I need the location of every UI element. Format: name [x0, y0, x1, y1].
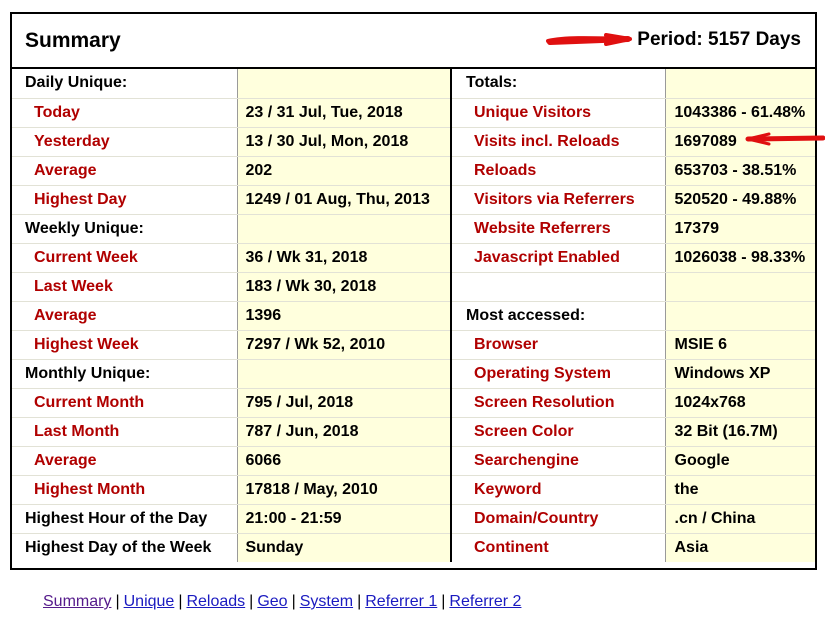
- nav-separator: |: [249, 593, 254, 610]
- table-row: [12, 301, 815, 330]
- nav-link-referrer-2[interactable]: Referrer 2: [449, 593, 522, 610]
- metric-label: Searchengine: [451, 446, 665, 475]
- summary-header: [12, 14, 815, 69]
- value-cell: 36 / Wk 31, 2018: [237, 243, 451, 272]
- nav-link-referrer-1[interactable]: Referrer 1: [365, 593, 438, 610]
- metric-label: Last Week: [12, 272, 237, 301]
- empty-label: [451, 272, 665, 301]
- value-cell: [665, 69, 815, 98]
- period-label: Period: 5157 Days: [637, 29, 801, 50]
- value-cell: 1024x768: [665, 388, 815, 417]
- value-cell: [237, 359, 451, 388]
- metric-label: Highest Week: [12, 330, 237, 359]
- value-cell: 23 / 31 Jul, Tue, 2018: [237, 98, 451, 127]
- section-label: Monthly Unique:: [12, 359, 237, 388]
- value-cell: 21:00 - 21:59: [237, 504, 451, 533]
- metric-label: Average: [12, 156, 237, 185]
- value-cell: 7297 / Wk 52, 2010: [237, 330, 451, 359]
- value-cell: 787 / Jun, 2018: [237, 417, 451, 446]
- nav-separator: |: [115, 593, 120, 610]
- nav-link-system[interactable]: System: [299, 593, 354, 610]
- value-cell: [237, 69, 451, 98]
- metric-label: Website Referrers: [451, 214, 665, 243]
- metric-label: Visitors via Referrers: [451, 185, 665, 214]
- value-cell: 1043386 - 61.48%: [665, 98, 815, 127]
- metric-label: Domain/Country: [451, 504, 665, 533]
- metric-label: Javascript Enabled: [451, 243, 665, 272]
- value-cell: 1697089: [665, 127, 815, 156]
- metric-label: Reloads: [451, 156, 665, 185]
- page-title: Summary: [25, 29, 121, 52]
- value-cell: 17818 / May, 2010: [237, 475, 451, 504]
- section-label: Daily Unique:: [12, 69, 237, 98]
- metric-label: Current Week: [12, 243, 237, 272]
- value-cell: Sunday: [237, 533, 451, 562]
- value-cell: Windows XP: [665, 359, 815, 388]
- nav-separator: |: [357, 593, 362, 610]
- table-row: [12, 475, 815, 504]
- value-cell: 17379: [665, 214, 815, 243]
- section-label: Totals:: [451, 69, 665, 98]
- table-row: [12, 272, 815, 301]
- table-row: [12, 127, 815, 156]
- table-row: [12, 330, 815, 359]
- table-row: [12, 243, 815, 272]
- section-label: Highest Day of the Week: [12, 533, 237, 562]
- metric-label: Last Month: [12, 417, 237, 446]
- value-cell: the: [665, 475, 815, 504]
- table-row: [12, 69, 815, 98]
- table-row: [12, 388, 815, 417]
- nav-separator: |: [178, 593, 183, 610]
- value-cell: MSIE 6: [665, 330, 815, 359]
- metric-label: Highest Month: [12, 475, 237, 504]
- section-label: Highest Hour of the Day: [12, 504, 237, 533]
- metric-label: Visits incl. Reloads: [451, 127, 665, 156]
- table-row: [12, 504, 815, 533]
- nav-link-summary[interactable]: Summary: [43, 593, 112, 610]
- table-row: [12, 185, 815, 214]
- value-cell: [237, 214, 451, 243]
- table-row: [12, 156, 815, 185]
- value-cell: 13 / 30 Jul, Mon, 2018: [237, 127, 451, 156]
- red-arrow-marker-icon: [546, 33, 632, 47]
- metric-label: Unique Visitors: [451, 98, 665, 127]
- value-cell: Google: [665, 446, 815, 475]
- table-row: [12, 98, 815, 127]
- value-cell: Asia: [665, 533, 815, 562]
- value-cell: 6066: [237, 446, 451, 475]
- summary-panel: [10, 12, 817, 570]
- metric-label: Screen Color: [451, 417, 665, 446]
- table-row: [12, 359, 815, 388]
- value-cell: 1026038 - 98.33%: [665, 243, 815, 272]
- value-cell: 202: [237, 156, 451, 185]
- metric-label: Browser: [451, 330, 665, 359]
- table-row: [12, 214, 815, 243]
- metric-label: Keyword: [451, 475, 665, 504]
- metric-label: Current Month: [12, 388, 237, 417]
- footer-nav: [43, 593, 521, 611]
- metric-label: Average: [12, 301, 237, 330]
- nav-separator: |: [441, 593, 446, 610]
- metric-label: Average: [12, 446, 237, 475]
- metric-label: Highest Day: [12, 185, 237, 214]
- value-cell: 183 / Wk 30, 2018: [237, 272, 451, 301]
- metric-label: Operating System: [451, 359, 665, 388]
- metric-label: Yesterday: [12, 127, 237, 156]
- value-cell: 1249 / 01 Aug, Thu, 2013: [237, 185, 451, 214]
- nav-link-geo[interactable]: Geo: [257, 593, 288, 610]
- value-cell: .cn / China: [665, 504, 815, 533]
- value-cell: 520520 - 49.88%: [665, 185, 815, 214]
- table-row: [12, 446, 815, 475]
- metric-label: Today: [12, 98, 237, 127]
- section-label: Weekly Unique:: [12, 214, 237, 243]
- table-row: [12, 417, 815, 446]
- section-label: Most accessed:: [451, 301, 665, 330]
- table-row: [12, 533, 815, 562]
- nav-separator: |: [291, 593, 296, 610]
- value-cell: [665, 272, 815, 301]
- summary-table: [12, 69, 815, 562]
- nav-link-reloads[interactable]: Reloads: [186, 593, 246, 610]
- value-cell: 1396: [237, 301, 451, 330]
- metric-label: Continent: [451, 533, 665, 562]
- value-cell: 795 / Jul, 2018: [237, 388, 451, 417]
- value-cell: [665, 301, 815, 330]
- nav-link-unique[interactable]: Unique: [123, 593, 175, 610]
- metric-label: Screen Resolution: [451, 388, 665, 417]
- value-cell: 653703 - 38.51%: [665, 156, 815, 185]
- value-cell: 32 Bit (16.7M): [665, 417, 815, 446]
- red-arrow-marker-icon: [745, 132, 825, 146]
